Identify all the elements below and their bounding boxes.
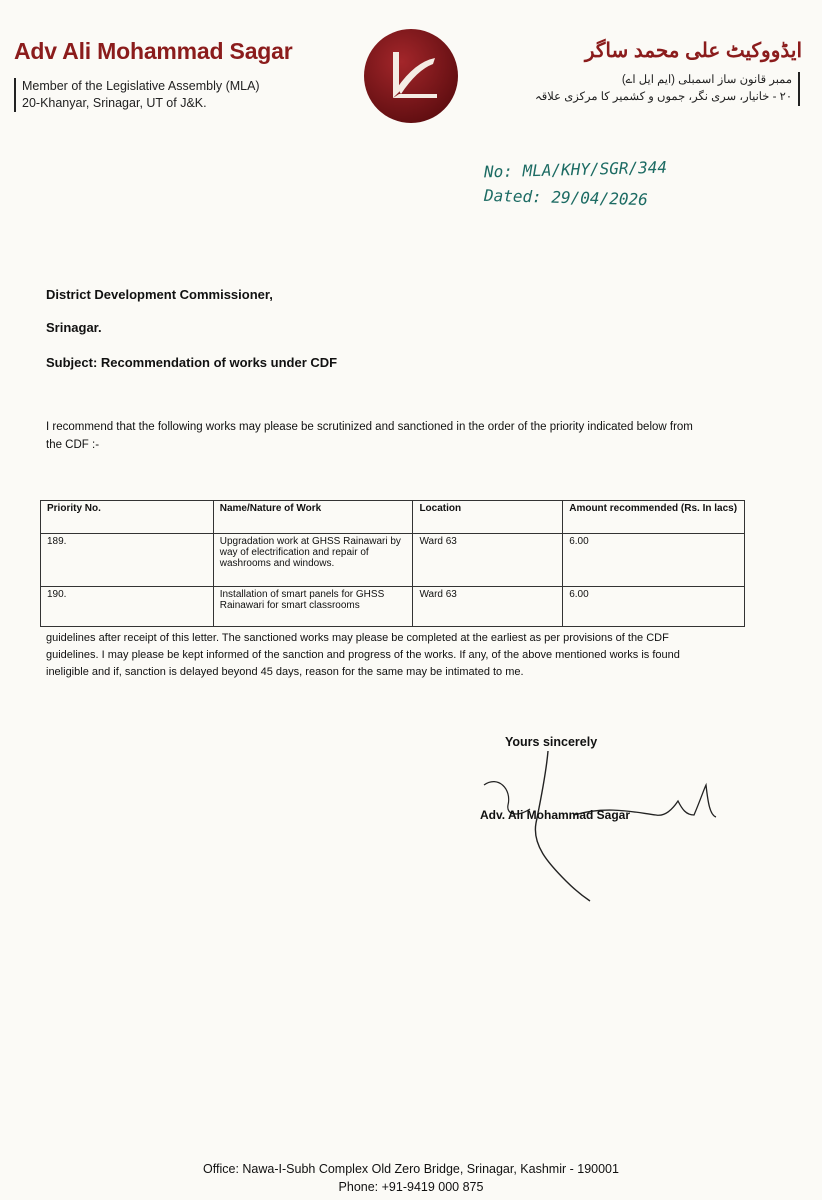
- addressee-city: Srinagar.: [46, 320, 102, 335]
- reference-date: Dated: 29/04/2026: [483, 185, 648, 210]
- addressee-title: District Development Commissioner,: [46, 287, 273, 302]
- cell-work: Installation of smart panels for GHSS Rainawari for smart classrooms: [213, 587, 413, 627]
- footer-phone: Phone: +91-9419 000 875: [338, 1180, 484, 1194]
- cell-amount: 6.00: [563, 587, 745, 627]
- letterhead-urdu-name: ایڈووکیٹ علی محمد ساگر: [584, 40, 802, 62]
- cell-priority: 190.: [41, 587, 214, 627]
- letterhead-details: [14, 78, 260, 112]
- closing-paragraph: guidelines after receipt of this letter. The sanctioned works may please be completed at the earliest as per provisions of the CDF guidelines. I may please be kept informed of the sanction and progress of the works. If any, of the above mentioned works is found ineligible and if, sanction is delayed beyond 45 days, reason for the same may be intimated to me.: [46, 632, 680, 678]
- letterhead-urdu-designation: ممبر قانون ساز اسمبلی (ایم ایل اے): [621, 74, 792, 86]
- cell-priority: 189.: [41, 534, 214, 587]
- table-header-row: [41, 501, 745, 534]
- footer-office: Office: Nawa-I-Subh Complex Old Zero Bridge, Srinagar, Kashmir - 190001: [203, 1162, 619, 1176]
- letterhead-urdu-address: ۲۰ - خانیار، سری نگر، جموں و کشمیر کا مرکزی علاقہ: [535, 91, 792, 103]
- salutation: Yours sincerely: [505, 735, 598, 749]
- header-work: Name/Nature of Work: [213, 501, 413, 534]
- reference-number: No: MLA/KHY/SGR/344: [483, 157, 668, 182]
- cell-work: Upgradation work at GHSS Rainawari by way of electrification and repair of washrooms and windows.: [213, 534, 413, 587]
- cell-location: Ward 63: [413, 534, 563, 587]
- table-row: [41, 534, 745, 587]
- header-amount: Amount recommended (Rs. In lacs): [563, 501, 745, 534]
- works-table: [40, 500, 745, 627]
- intro-paragraph: I recommend that the following works may please be scrutinized and sanctioned in the order of the priority indicated below from the CDF :-: [46, 421, 693, 451]
- signatory-name: Adv. Ali Mohammad Sagar: [480, 808, 631, 822]
- cell-amount: 6.00: [563, 534, 745, 587]
- cell-location: Ward 63: [413, 587, 563, 627]
- table-row: [41, 587, 745, 627]
- signature-icon: [478, 745, 738, 905]
- letterhead-urdu-details: [535, 72, 800, 106]
- party-logo-icon: [363, 28, 459, 124]
- header-priority: Priority No.: [41, 501, 214, 534]
- header-location: Location: [413, 501, 563, 534]
- subject-line: Subject: Recommendation of works under CDF: [46, 355, 338, 370]
- letterhead-name: Adv Ali Mohammad Sagar: [14, 38, 293, 64]
- letterhead-designation: Member of the Legislative Assembly (MLA): [22, 79, 260, 93]
- letterhead-address: 20-Khanyar, Srinagar, UT of J&K.: [22, 96, 207, 110]
